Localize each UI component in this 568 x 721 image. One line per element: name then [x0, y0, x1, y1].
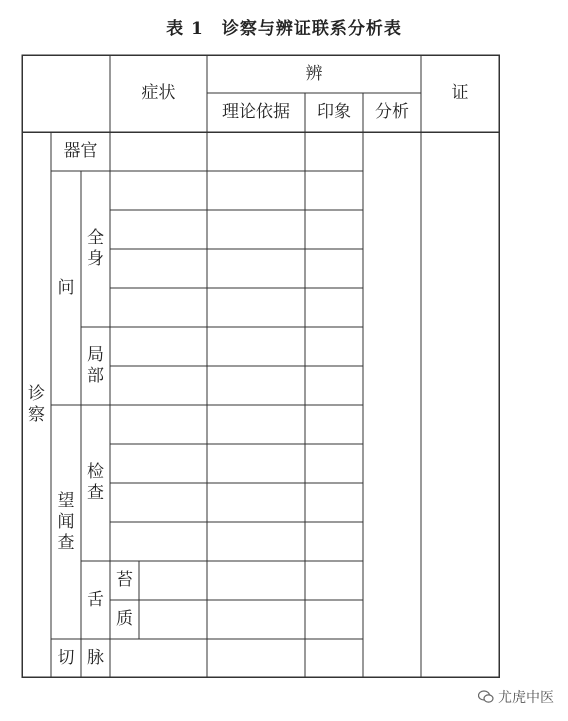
header-analysis: 分析 [375, 102, 409, 122]
row-label-examination [81, 405, 110, 561]
row-label-diagnosis [22, 132, 51, 677]
header-theory-basis: 理论依据 [222, 102, 290, 122]
table-number: 表 1 [166, 19, 204, 39]
row-label-organ: 器官 [63, 141, 98, 161]
header-differentiation: 辨 [305, 63, 323, 84]
table-title-text: 诊察与辨证联系分析表 [221, 19, 402, 39]
vertical-text: 舌 [87, 589, 104, 610]
row-label-palpation: 切 [57, 647, 75, 668]
header-syndrome: 证 [451, 83, 469, 103]
row-label-local [81, 327, 110, 405]
vertical-text: 检 查 [87, 462, 104, 503]
row-label-pulse: 脉 [87, 647, 104, 668]
vertical-text: 问 [57, 277, 75, 298]
vertical-text: 望 闻 查 [57, 490, 75, 553]
wechat-bubble-icon [478, 690, 494, 704]
row-label-look-listen-exam [51, 405, 81, 639]
watermark-text: 尤虎中医 [498, 690, 554, 706]
row-label-body-quality: 质 [116, 609, 133, 629]
vertical-text: 局 部 [87, 345, 104, 386]
row-label-inquiry [51, 171, 81, 405]
watermark [478, 687, 554, 707]
header-impression: 印象 [317, 102, 351, 122]
row-label-whole-body [81, 171, 110, 327]
row-label-tongue [81, 561, 110, 639]
row-label-coating: 苔 [116, 570, 133, 590]
vertical-text: 全 身 [87, 228, 104, 269]
header-symptom: 症状 [141, 83, 176, 103]
vertical-text: 诊 察 [28, 383, 45, 425]
